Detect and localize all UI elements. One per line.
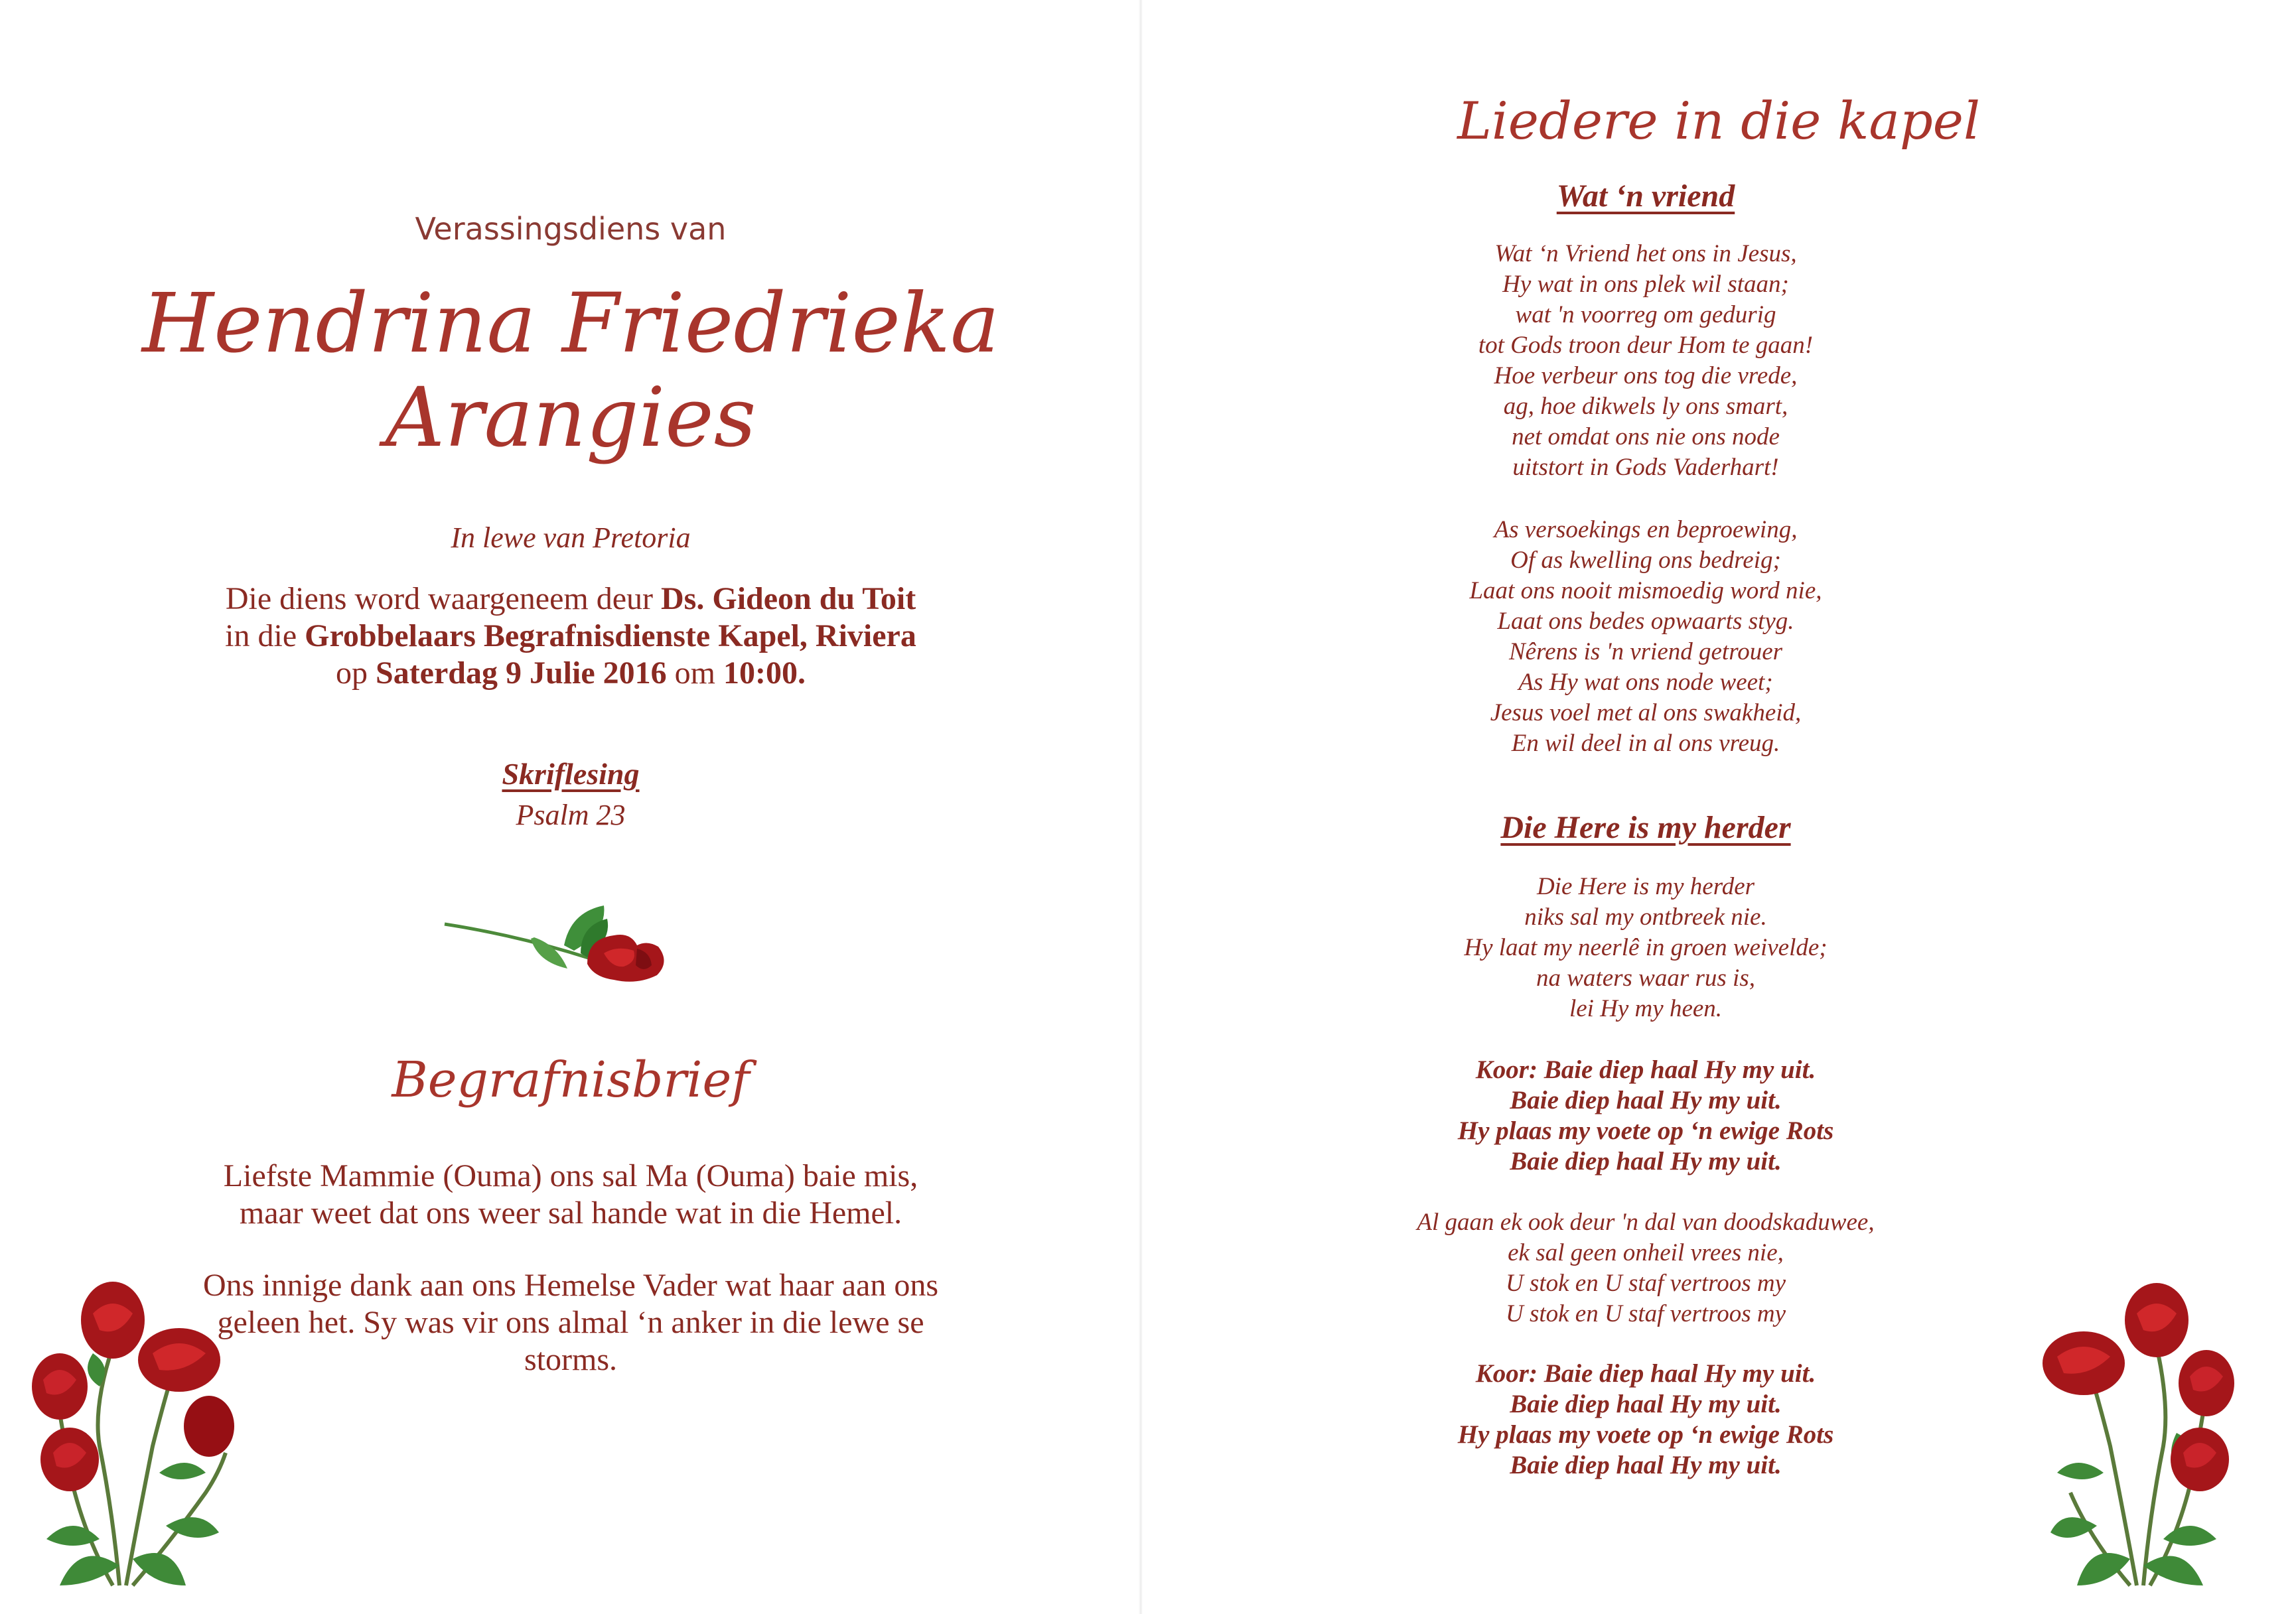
rose-bouquet-right-icon <box>2031 1274 2250 1592</box>
chorus1-line-4: Baie diep haal Hy my uit. <box>1510 1147 1782 1176</box>
song2-chorus-1 <box>1141 1055 2150 1177</box>
chorus2-line-4: Baie diep haal Hy my uit. <box>1510 1451 1782 1479</box>
service-l2-prefix: in die <box>225 618 305 653</box>
letter-p2-line-3: storms. <box>524 1342 617 1377</box>
song2-title: Die Here is my herder <box>1500 810 1791 845</box>
service-details <box>0 580 1141 692</box>
song1-title: Wat ‘n vriend <box>1556 178 1735 214</box>
letter-p1-line-1: Liefste Mammie (Ouma) ons sal Ma (Ouma) baie mis, <box>223 1158 918 1193</box>
letter-heading: Begrafnisbrief <box>392 1051 750 1109</box>
reading-text: Psalm 23 <box>516 799 626 831</box>
service-time: 10:00. <box>723 655 806 691</box>
left-page <box>0 0 1141 1614</box>
service-l3-prefix: op <box>336 655 376 691</box>
chorus1-line-3: Hy plaas my voete op ‘n ewige Rots <box>1457 1116 1834 1145</box>
letter-p2-line-1: Ons innige dank aan ons Hemelse Vader wat haar aan ons <box>202 1268 939 1303</box>
chorus1-line-2: Baie diep haal Hy my uit. <box>1510 1086 1782 1114</box>
service-date: Saterdag 9 Julie 2016 <box>376 655 667 691</box>
reading-heading: Skriflesing <box>502 757 640 791</box>
song2-verse-1: Die Here is my herder niks sal my ontbreek nie. Hy laat my neerlê in groen weivelde; na waters waar rus is, lei Hy my heen. <box>1464 873 1828 1022</box>
right-page <box>1141 0 2296 1614</box>
intro-text: Verassingsdiens van <box>415 211 727 247</box>
songs-title: Liedere in die kapel <box>1457 92 1980 151</box>
letter-p2-line-2: geleen het. Sy was vir ons almal ‘n anker in die lewe se <box>217 1305 924 1340</box>
chorus1-line-1: Koor: Baie diep haal Hy my uit. <box>1475 1055 1816 1084</box>
name-line-2: Arangies <box>385 370 756 466</box>
chorus2-line-2: Baie diep haal Hy my uit. <box>1510 1390 1782 1418</box>
chorus2-line-1: Koor: Baie diep haal Hy my uit. <box>1475 1359 1816 1388</box>
venue-name: Grobbelaars Begrafnisdienste Kapel, Riviera <box>305 618 916 653</box>
chorus2-line-3: Hy plaas my voete op ‘n ewige Rots <box>1457 1420 1834 1449</box>
song2-chorus-2 <box>1141 1359 2150 1481</box>
letter-p1-line-2: maar weet dat ons weer sal hande wat in die Hemel. <box>239 1195 902 1231</box>
service-l3-mid: om <box>666 655 723 691</box>
residence-text: In lewe van Pretoria <box>451 521 691 554</box>
song2-verse-2: Al gaan ek ook deur 'n dal van doodskaduwee, ek sal geen onheil vrees nie, U stok en U staf vertroos my U stok en U staf vertroos my <box>1417 1209 1875 1327</box>
letter-paragraph-1 <box>0 1158 1141 1232</box>
minister-name: Ds. Gideon du Toit <box>661 581 916 616</box>
name-line-1: Hendrina Friedrieka <box>141 276 999 371</box>
rose-bouquet-left-icon <box>20 1274 259 1592</box>
song1-verse-1: Wat ‘n Vriend het ons in Jesus, Hy wat in ons plek wil staan; wat 'n voorreg om gedurig tot Gods troon deur Hom te gaan! Hoe verbeur ons tog die vrede, ag, hoe dikwels ly ons smart, net omdat ons nie ons node uitstort in Gods Vaderhart! <box>1478 240 1814 481</box>
service-l1-prefix: Die diens word waargeneem deur <box>225 581 662 616</box>
song1-verse-2: As versoekings en beproewing, Of as kwelling ons bedreig; Laat ons nooit mismoedig word nie, Laat ons bedes opwaarts styg. Nêrens is 'n vriend getrouer As Hy wat ons node weet; Jesus voel met al ons swakheid, En wil deel in al ons vreug. <box>1469 516 1822 757</box>
rose-icon <box>438 899 677 985</box>
